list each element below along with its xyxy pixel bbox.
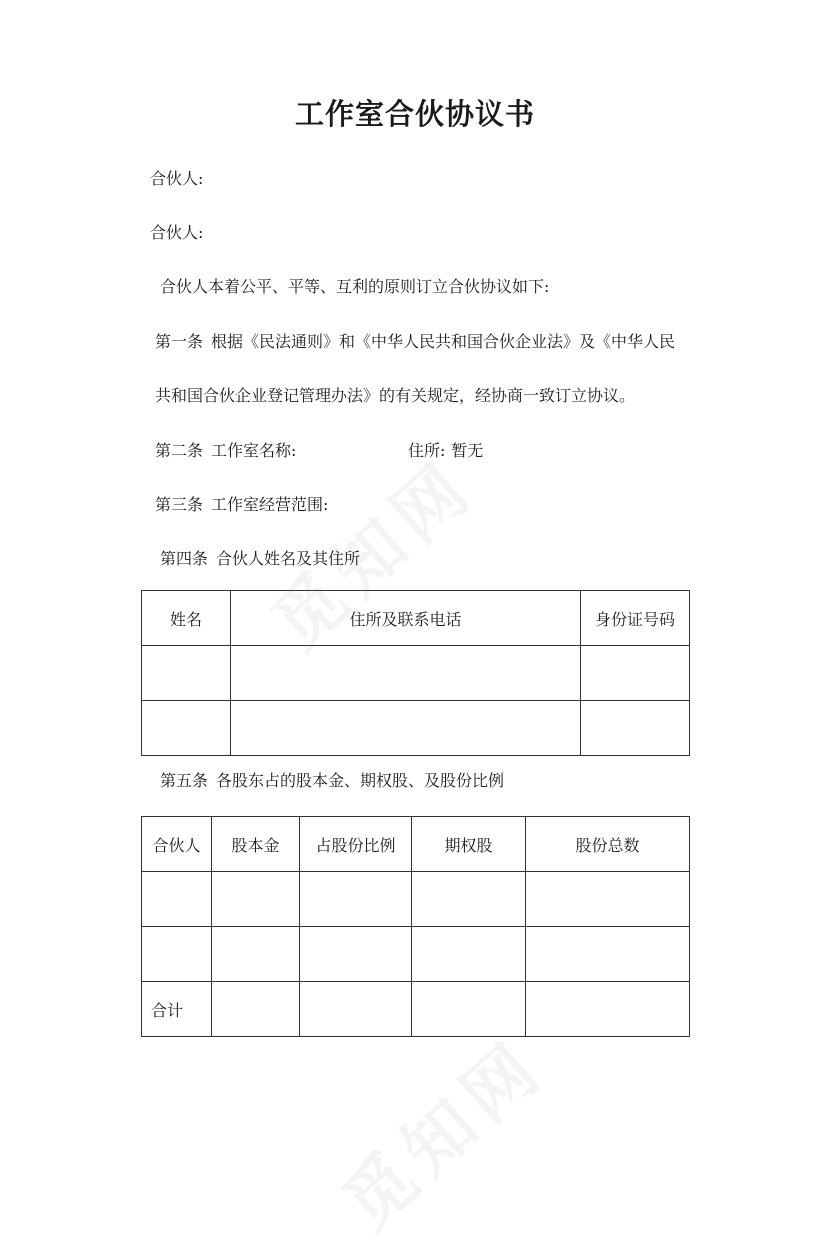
article-5 bbox=[160, 770, 504, 792]
table-cell[interactable] bbox=[212, 982, 300, 1037]
article-3 bbox=[155, 494, 328, 516]
table-cell[interactable] bbox=[142, 701, 231, 756]
table-cell[interactable] bbox=[212, 872, 300, 927]
document-title: 工作室合伙协议书 bbox=[294, 97, 535, 131]
table-header-cell: 股本金 bbox=[212, 817, 300, 872]
table-cell[interactable] bbox=[212, 927, 300, 982]
table-row bbox=[142, 701, 690, 756]
article-label: 第五条 bbox=[160, 771, 209, 790]
table-cell[interactable] bbox=[231, 701, 581, 756]
intro-paragraph: 合伙人本着公平、平等、互利的原则订立合伙协议如下: bbox=[160, 277, 550, 296]
article-2 bbox=[155, 440, 296, 462]
table-cell[interactable] bbox=[300, 982, 412, 1037]
article-label: 第四条 bbox=[160, 549, 209, 568]
table-header-cell: 住所及联系电话 bbox=[231, 591, 581, 646]
table-header-cell: 合伙人 bbox=[142, 817, 212, 872]
article-text: 工作室经营范围: bbox=[211, 495, 329, 514]
article-label: 第三条 bbox=[155, 495, 204, 514]
table-row bbox=[142, 927, 690, 982]
table-header-row bbox=[142, 591, 690, 646]
table-cell[interactable] bbox=[412, 872, 526, 927]
table-cell[interactable] bbox=[142, 646, 231, 701]
table-header-cell: 占股份比例 bbox=[300, 817, 412, 872]
table-cell[interactable] bbox=[412, 982, 526, 1037]
address-field bbox=[408, 440, 483, 462]
table-cell[interactable] bbox=[526, 982, 690, 1037]
watermark bbox=[317, 1013, 563, 1248]
table-cell[interactable] bbox=[581, 701, 690, 756]
partner-line: 合伙人: bbox=[150, 223, 204, 242]
article-4 bbox=[160, 548, 360, 570]
article-1-continued: 共和国合伙企业登记管理办法》的有关规定，经协商一致订立协议。 bbox=[155, 386, 636, 405]
partner-info-table bbox=[141, 590, 690, 756]
table-row bbox=[142, 872, 690, 927]
article-label: 第一条 bbox=[155, 332, 204, 351]
table-cell[interactable] bbox=[526, 872, 690, 927]
article-label: 第二条 bbox=[155, 441, 204, 460]
address-value: 暂无 bbox=[451, 441, 484, 460]
table-cell[interactable] bbox=[142, 872, 212, 927]
table-header-cell: 股份总数 bbox=[526, 817, 690, 872]
shareholding-table bbox=[141, 816, 690, 1037]
table-cell[interactable] bbox=[526, 927, 690, 982]
total-label: 合计 bbox=[142, 982, 212, 1037]
address-label: 住所: bbox=[408, 441, 446, 460]
table-cell[interactable] bbox=[412, 927, 526, 982]
partner-line: 合伙人: bbox=[150, 169, 204, 188]
table-header-cell: 姓名 bbox=[142, 591, 231, 646]
studio-name-label: 工作室名称: bbox=[211, 441, 297, 460]
article-1 bbox=[155, 331, 675, 353]
table-header-cell: 期权股 bbox=[412, 817, 526, 872]
table-header-cell: 身份证号码 bbox=[581, 591, 690, 646]
table-row bbox=[142, 646, 690, 701]
article-text: 各股东占的股本金、期权股、及股份比例 bbox=[216, 771, 505, 790]
article-text: 合伙人姓名及其住所 bbox=[216, 549, 361, 568]
table-cell[interactable] bbox=[231, 646, 581, 701]
table-cell[interactable] bbox=[300, 872, 412, 927]
table-cell[interactable] bbox=[581, 646, 690, 701]
table-cell[interactable] bbox=[300, 927, 412, 982]
table-total-row bbox=[142, 982, 690, 1037]
article-text: 根据《民法通则》和《中华人民共和国合伙企业法》及《中华人民 bbox=[211, 332, 676, 351]
table-header-row bbox=[142, 817, 690, 872]
table-cell[interactable] bbox=[142, 927, 212, 982]
